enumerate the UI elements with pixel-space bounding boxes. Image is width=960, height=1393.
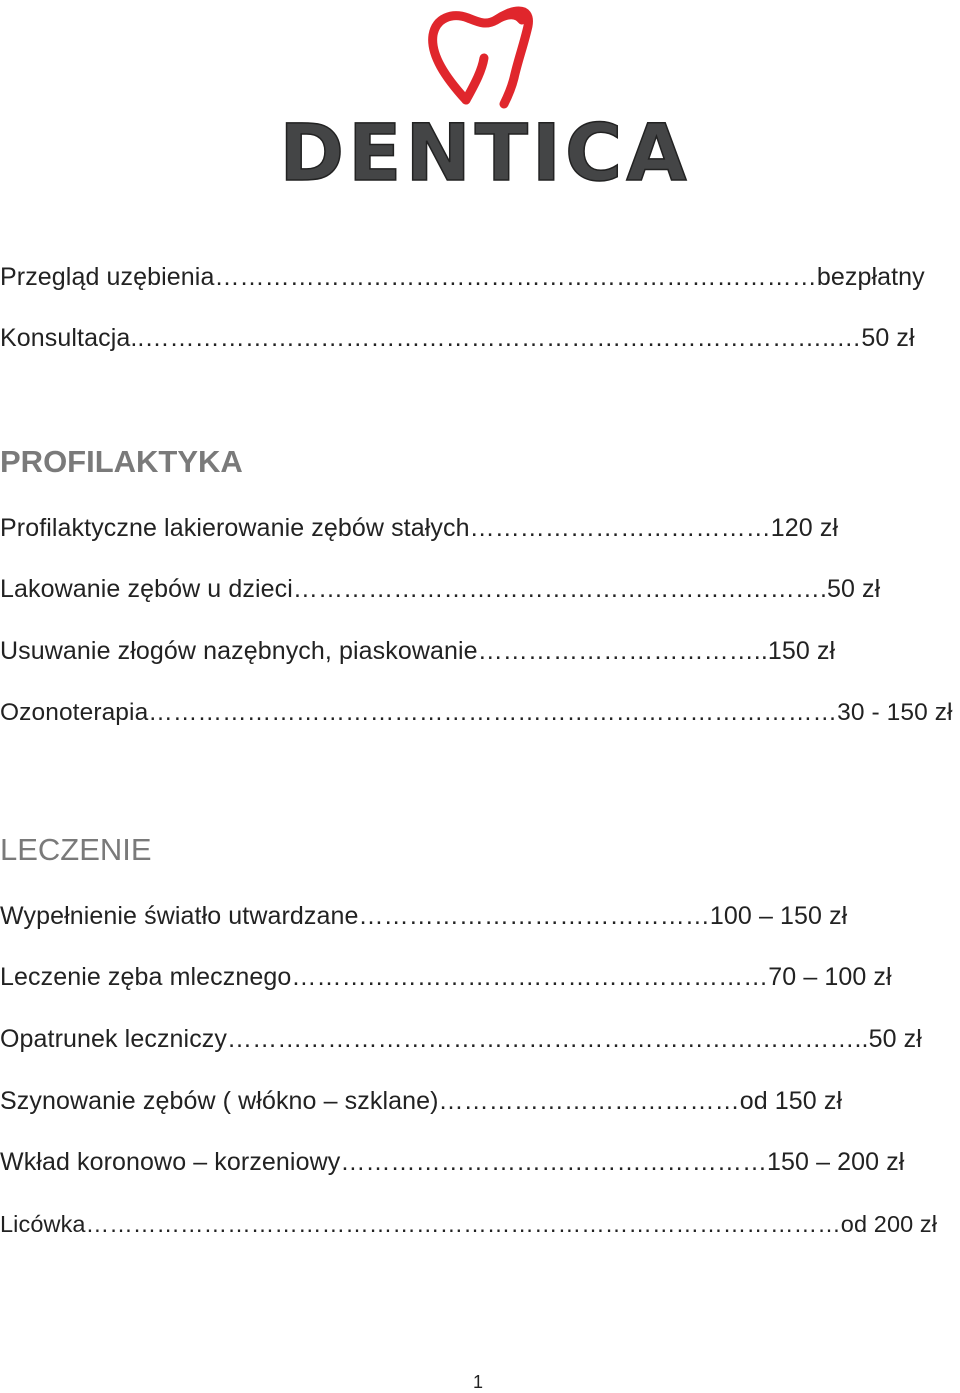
dentica-logo <box>270 0 700 190</box>
price-line: Profilaktyczne lakierowanie zębów stałych………………………………120 zł <box>0 514 839 542</box>
section-heading-leczenie: LECZENIE <box>0 832 152 867</box>
price-line: Licówka……………………………………………………………………………………od 200 zł <box>0 1211 938 1237</box>
price-line: Szynowanie zębów ( włókno – szklane)………………………………od 150 zł <box>0 1087 843 1115</box>
price-line: Wkład koronowo – korzeniowy……………………………………………150 – 200 zł <box>0 1148 905 1176</box>
tooth-icon <box>433 11 529 104</box>
section-heading-profilaktyka: PROFILAKTYKA <box>0 444 243 479</box>
price-line: Ozonoterapia…………………………………………………………………………30 - 150 zł <box>0 699 953 726</box>
price-line: Usuwanie złogów nazębnych, piaskowanie……………………………..150 zł <box>0 637 836 665</box>
price-line: Wypełnienie światło utwardzane……………………………………100 – 150 zł <box>0 902 848 930</box>
logo-wordmark: DENTICA <box>279 109 691 190</box>
price-line: Opatrunek leczniczy…………………………………………………………………..50 zł <box>0 1025 922 1053</box>
page-number: 1 <box>473 1372 484 1392</box>
price-line-konsultacja: Konsultacja..………………………………………………………………………..…50 zł <box>0 324 915 352</box>
price-line-przeglad: Przegląd uzębienia………………………………………………………………bezpłatny <box>0 263 925 291</box>
price-line: Lakowanie zębów u dzieci……………………………………………………….50 zł <box>0 575 881 603</box>
price-line: Leczenie zęba mlecznego…………………………………………………70 – 100 zł <box>0 963 892 991</box>
